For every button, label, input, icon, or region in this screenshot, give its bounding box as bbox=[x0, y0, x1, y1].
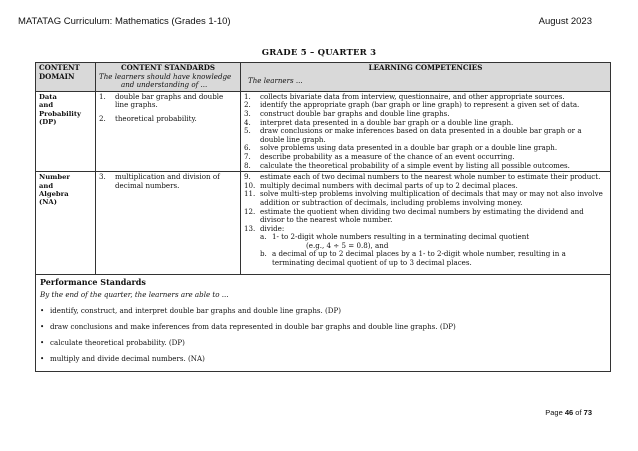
header-content-standards bbox=[96, 63, 241, 92]
divide-subitem-a: a. 1- to 2-digit whole numbers resulting in a terminating decimal quotient (e.g., 4 ÷ 5 = 0.8), and bbox=[244, 233, 607, 250]
performance-standards-cell bbox=[36, 274, 611, 371]
table-header-row bbox=[36, 63, 611, 92]
standards-title: CONTENT STANDARDS bbox=[120, 63, 216, 72]
list-item: 7. describe probability as a measure of the chance of an event occurring. bbox=[244, 151, 515, 161]
list-item: 5. draw conclusions or make inferences based on data presented in a double bar graph or a double line graph. bbox=[244, 126, 582, 144]
grade-quarter-title: GRADE 5 – QUARTER 3 bbox=[261, 48, 377, 58]
list-item: 2. identify the appropriate graph (bar graph or line graph) to represent a given set of data. bbox=[244, 100, 580, 110]
header-content-domain: CONTENT DOMAIN bbox=[36, 63, 96, 92]
performance-item: • calculate theoretical probability. (DP) bbox=[40, 337, 185, 347]
standards-subtitle-2: and understanding of ... bbox=[121, 80, 208, 90]
list-item: 13. divide: bbox=[244, 223, 285, 233]
domain-cell: Number and Algebra (NA) bbox=[36, 172, 96, 275]
domain-cell: Data and Probability (DP) bbox=[36, 91, 96, 171]
divide-example: (e.g., 4 ÷ 5 = 0.8), and bbox=[306, 240, 389, 250]
performance-item: • identify, construct, and interpret double bar graphs and double line graphs. (DP) bbox=[40, 305, 342, 315]
performance-standards-row bbox=[36, 274, 611, 371]
performance-item: • draw conclusions and make inferences from data represented in double bar graphs and double line graphs. (DP) bbox=[40, 321, 456, 331]
bullet-icon: • bbox=[40, 353, 45, 363]
bullet-icon: • bbox=[40, 337, 45, 347]
table-row bbox=[36, 91, 611, 171]
performance-item: • multiply and divide decimal numbers. (NA) bbox=[40, 353, 205, 363]
table-row bbox=[36, 172, 611, 275]
curriculum-table bbox=[35, 62, 611, 372]
list-item: 2. theoretical probability. bbox=[99, 113, 197, 123]
performance-intro: By the end of the quarter, the learners are able to ... bbox=[40, 289, 229, 299]
list-item: 1. collects bivariate data from interview, questionnaire, and other appropriate sources. bbox=[244, 91, 565, 101]
page-number: Page 46 of 73 bbox=[545, 408, 592, 417]
standards-cell bbox=[96, 91, 241, 171]
bullet-icon: • bbox=[40, 305, 45, 315]
list-item: 3. multiplication and division of decimal numbers. bbox=[99, 172, 220, 190]
performance-title: Performance Standards bbox=[40, 276, 146, 287]
divide-subitem-b: b. a decimal of up to 2 decimal places by a 1- to 2-digit whole number, resulting in a terminating decimal quotient of up to 3 decimal places. bbox=[260, 249, 566, 268]
list-item: 8. calculate the theoretical probability of a simple event by listing all possible outcomes. bbox=[244, 160, 570, 170]
competencies-cell bbox=[241, 91, 611, 171]
list-item: 1. double bar graphs and double line graphs. bbox=[99, 91, 224, 110]
competencies-title: LEARNING COMPETENCIES bbox=[368, 63, 483, 72]
competencies-subtitle: The learners ... bbox=[248, 75, 303, 85]
list-item: 3. construct double bar graphs and double line graphs. bbox=[244, 108, 450, 118]
standards-subtitle-1: The learners should have knowledge bbox=[99, 71, 232, 81]
standards-cell bbox=[96, 172, 241, 275]
document-header-title: MATATAG Curriculum: Mathematics (Grades 1-10) bbox=[18, 16, 231, 27]
list-item: 10. multiply decimal numbers with decimal parts of up to 2 decimal places. bbox=[244, 180, 518, 190]
bullet-icon: • bbox=[40, 321, 45, 331]
list-item: 9. estimate each of two decimal numbers to the nearest whole number to estimate their product. bbox=[244, 172, 601, 182]
list-item: 6. solve problems using data presented in a double bar graph or a double line graph. bbox=[244, 143, 558, 153]
list-item: 11. solve multi-step problems involving multiplication of decimals that may or may not also involve addition or subtraction of decimals, including problems involving money. bbox=[244, 189, 603, 207]
list-item: 4. interpret data presented in a double bar graph or a double line graph. bbox=[244, 117, 514, 127]
competencies-cell bbox=[241, 172, 611, 275]
document-header-date: August 2023 bbox=[538, 16, 592, 27]
header-learning-competencies bbox=[241, 63, 611, 92]
list-item: 12. estimate the quotient when dividing two decimal numbers by estimating the dividend and divisor to the nearest whole number. bbox=[244, 206, 584, 225]
